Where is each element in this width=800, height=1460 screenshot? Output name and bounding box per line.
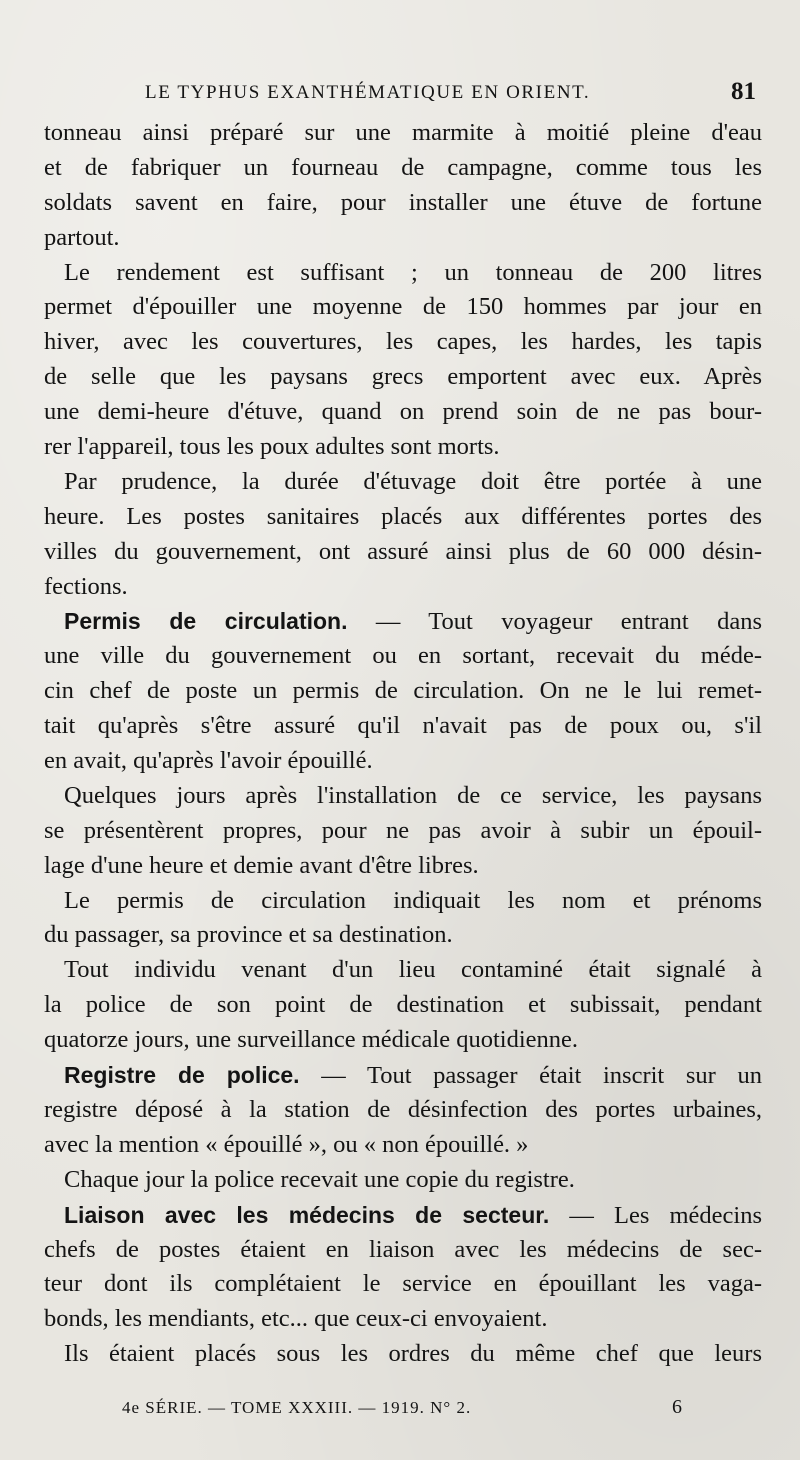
text-line: fections. bbox=[44, 572, 128, 600]
text-line: du passager, sa province et sa destination. bbox=[44, 921, 453, 949]
heading-continuation: — Tout voyageur entrant dans bbox=[347, 608, 762, 636]
text-line: permet d'épouiller une moyenne de 150 hommes par jour en bbox=[44, 293, 762, 321]
text-line: chefs de postes étaient en liaison avec les médecins de sec- bbox=[44, 1235, 762, 1263]
text-line: quatorze jours, une surveillance médicale quotidienne. bbox=[44, 1026, 579, 1054]
text-line: et de fabriquer un fourneau de campagne, comme tous les bbox=[44, 153, 762, 181]
paragraph-6 bbox=[44, 884, 762, 954]
paragraph-1 bbox=[44, 116, 762, 256]
text-line: se présentèrent propres, pour ne pas avoir à subir un épouil- bbox=[44, 816, 762, 844]
text-line: teur dont ils complétaient le service en épouillant les vaga- bbox=[44, 1270, 762, 1298]
text-line bbox=[44, 1198, 762, 1233]
text-line: rer l'appareil, tous les poux adultes sont morts. bbox=[44, 433, 500, 461]
text-line: heure. Les postes sanitaires placés aux différentes portes des bbox=[44, 502, 762, 530]
text-line bbox=[44, 604, 762, 639]
text-line: soldats savent en faire, pour installer une étuve de fortune bbox=[44, 188, 762, 216]
text-line: tait qu'après s'être assuré qu'il n'avait pas de poux ou, s'il bbox=[44, 712, 762, 740]
section-heading: Permis de circulation. bbox=[64, 608, 348, 635]
paragraph-7 bbox=[44, 953, 762, 1058]
text-line: registre déposé à la station de désinfection des portes urbaines, bbox=[44, 1095, 762, 1123]
text-line: Le permis de circulation indiquait les nom et prénoms bbox=[64, 886, 762, 914]
text-line: tonneau ainsi préparé sur une marmite à moitié pleine d'eau bbox=[44, 119, 762, 146]
paragraph-10 bbox=[44, 1198, 762, 1338]
text-line: lage d'une heure et demie avant d'être libres. bbox=[44, 851, 479, 879]
footer-signature: 6 bbox=[672, 1396, 682, 1418]
paragraph-3 bbox=[44, 465, 762, 605]
text-line: une demi-heure d'étuve, quand on prend soin de ne pas bour- bbox=[44, 398, 762, 426]
paragraph-4 bbox=[44, 604, 762, 778]
text-line: bonds, les mendiants, etc... que ceux-ci envoyaient. bbox=[44, 1305, 548, 1333]
footer-series: 4e SÉRIE. — TOME XXXIII. — 1919. N° 2. bbox=[122, 1398, 472, 1417]
text-line: de selle que les paysans grecs emportent avec eux. Après bbox=[44, 363, 762, 391]
page-footer bbox=[40, 1396, 760, 1426]
text-line: Tout individu venant d'un lieu contaminé était signalé à bbox=[64, 956, 762, 984]
text-line: Chaque jour la police recevait une copie du registre. bbox=[64, 1165, 575, 1193]
paragraph-2 bbox=[44, 256, 762, 465]
paragraph-9 bbox=[44, 1163, 762, 1198]
text-line: villes du gouvernement, ont assuré ainsi plus de 60 000 désin- bbox=[44, 537, 762, 565]
text-line: Quelques jours après l'installation de ce service, les paysans bbox=[64, 781, 762, 809]
text-line bbox=[44, 1058, 762, 1093]
text-line: Par prudence, la durée d'étuvage doit être portée à une bbox=[64, 467, 762, 495]
text-line: cin chef de poste un permis de circulation. On ne le lui remet- bbox=[44, 677, 762, 705]
paragraph-11 bbox=[44, 1337, 762, 1372]
text-line: avec la mention « épouillé », ou « non épouillé. » bbox=[44, 1130, 529, 1158]
paragraph-5 bbox=[44, 779, 762, 884]
paragraph-8 bbox=[44, 1058, 762, 1163]
text-line: Ils étaient placés sous les ordres du même chef que leurs bbox=[64, 1340, 762, 1368]
text-line: Le rendement est suffisant ; un tonneau de 200 litres bbox=[64, 258, 762, 286]
running-header bbox=[40, 78, 760, 108]
body-text bbox=[44, 116, 762, 1372]
text-line: une ville du gouvernement ou en sortant, recevait du méde- bbox=[44, 642, 762, 670]
text-line: la police de son point de destination et subissait, pendant bbox=[44, 991, 762, 1019]
heading-continuation: — Tout passager était inscrit sur un bbox=[299, 1062, 762, 1090]
running-title: LE TYPHUS EXANTHÉMATIQUE EN ORIENT. bbox=[145, 82, 591, 103]
text-line: partout. bbox=[44, 223, 120, 251]
section-heading: Registre de police. bbox=[64, 1062, 300, 1089]
page-number: 81 bbox=[731, 78, 756, 105]
text-line: en avait, qu'après l'avoir épouillé. bbox=[44, 747, 373, 775]
text-line: hiver, avec les couvertures, les capes, les hardes, les tapis bbox=[44, 328, 762, 356]
section-heading: Liaison avec les médecins de secteur. bbox=[64, 1201, 550, 1228]
heading-continuation: — Les médecins bbox=[549, 1201, 762, 1229]
